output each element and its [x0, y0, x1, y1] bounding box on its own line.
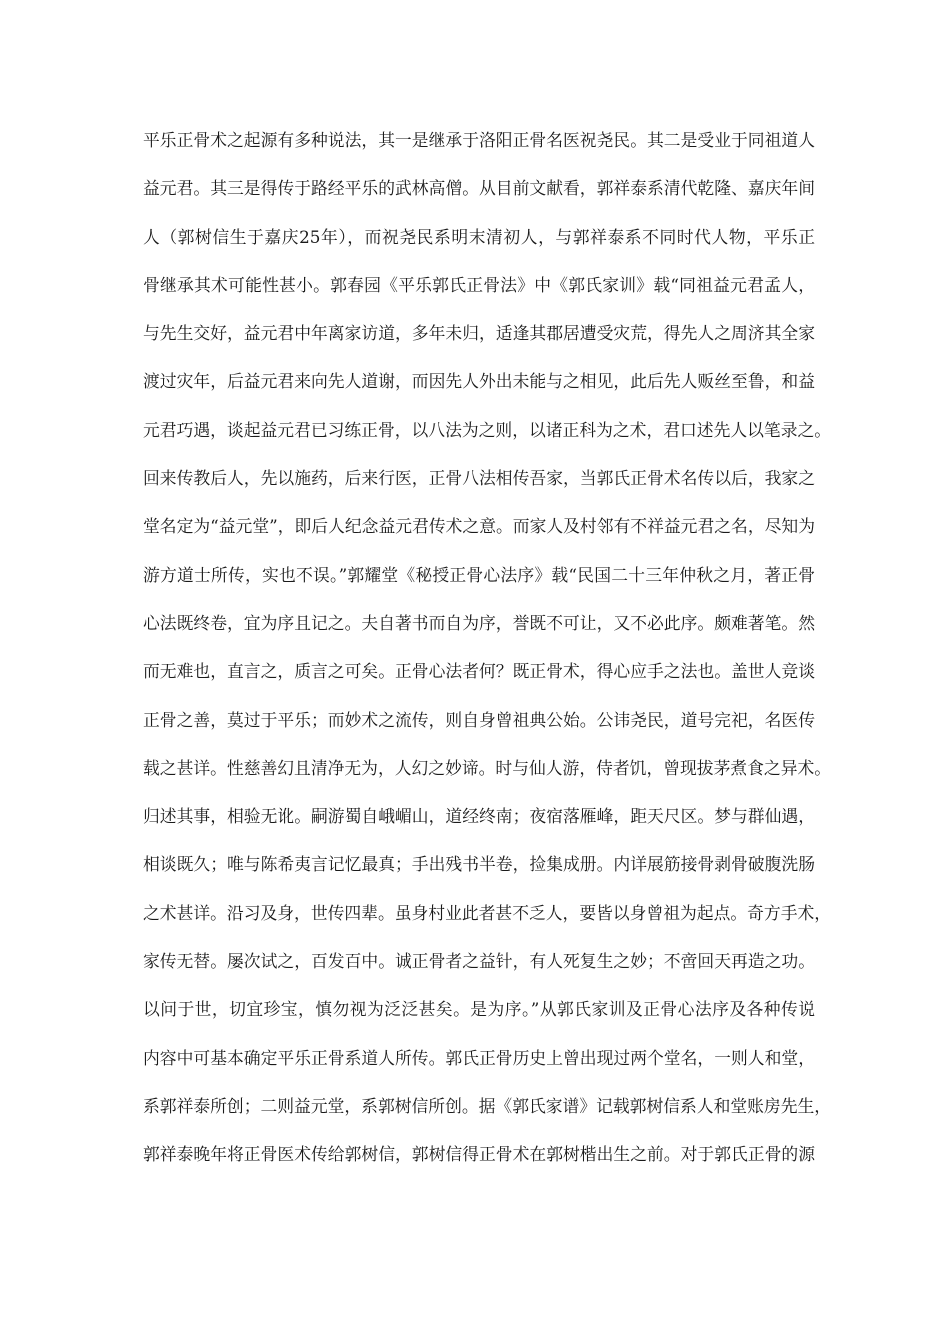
- text-line: 堂名定为“益元堂”，即后人纪念益元君传术之意。而家人及村邻有不祥益元君之名，尽知为: [143, 516, 815, 537]
- text-line: 之术甚详。沿习及身，世传四辈。虽身村业此者甚不乏人，要皆以身曾祖为起点。奇方手术，: [143, 902, 832, 923]
- text-line: 正骨之善，莫过于平乐；而妙术之流传，则自身曾祖典公始。公讳尧民，道号完祀，名医传: [143, 709, 815, 730]
- text-line: 系郭祥泰所创；二则益元堂，系郭树信所创。据《郭氏家谱》记载郭树信系人和堂账房先生，: [143, 1095, 832, 1116]
- text-line: 而无难也，直言之，质言之可矣。正骨心法者何？既正骨术，得心应手之法也。盖世人竞谈: [143, 661, 815, 682]
- text-line: 心法既终卷，宜为序且记之。夫自著书而自为序，誉既不可让，又不必此序。颇难著笔。然: [143, 612, 815, 633]
- text-line: 归述其事，相验无讹。嗣游蜀自峨嵋山，道经终南；夜宿落雁峰，距天尺区。梦与群仙遇，: [143, 806, 815, 827]
- text-line: 游方道士所传，实也不误。”郭耀堂《秘授正骨心法序》载“民国二十三年仲秋之月，著正骨: [143, 564, 815, 585]
- text-line: 郭祥泰晚年将正骨医术传给郭树信，郭树信得正骨术在郭树楷出生之前。对于郭氏正骨的源: [143, 1144, 815, 1165]
- text-line: 渡过灾年，后益元君来向先人道谢，而因先人外出未能与之相见，此后先人贩丝至鲁，和益: [143, 371, 815, 392]
- body-text: [143, 125, 832, 1188]
- text-line: 相谈既久；唯与陈希夷言记忆最真；手出残书半卷，捡集成册。内详展筋接骨剥骨破腹洗肠: [143, 854, 815, 875]
- text-line: 以问于世，切宜珍宝，慎勿视为泛泛甚矣。是为序。”从郭氏家训及正骨心法序及各种传说: [143, 999, 815, 1020]
- text-line: 家传无替。屡次试之，百发百中。诚正骨者之益针，有人死复生之妙；不啻回天再造之功。: [143, 951, 815, 972]
- text-line: 益元君。其三是得传于路经平乐的武林高僧。从目前文献看，郭祥泰系清代乾隆、嘉庆年间: [143, 178, 815, 199]
- text-line: 回来传教后人，先以施药，后来行医，正骨八法相传吾家，当郭氏正骨术名传以后，我家之: [143, 468, 815, 489]
- text-line: 载之甚详。性慈善幻且清净无为，人幻之妙谛。时与仙人游，侍者饥，曾现拔茅煮食之异术。: [143, 757, 832, 778]
- text-line: 人（郭树信生于嘉庆25年），而祝尧民系明末清初人，与郭祥泰系不同时代人物，平乐正: [143, 226, 815, 247]
- text-line: 骨继承其术可能性甚小。郭春园《平乐郭氏正骨法》中《郭氏家训》载“同祖益元君孟人，: [143, 274, 815, 295]
- text-line: 与先生交好，益元君中年离家访道，多年未归，适逢其郡居遭受灾荒，得先人之周济其全家: [143, 323, 815, 344]
- text-line: 内容中可基本确定平乐正骨系道人所传。郭氏正骨历史上曾出现过两个堂名，一则人和堂，: [143, 1047, 815, 1068]
- text-line: 元君巧遇，谈起益元君已习练正骨，以八法为之则，以诸正科为之术，君口述先人以笔录之。: [143, 419, 832, 440]
- text-line: 平乐正骨术之起源有多种说法，其一是继承于洛阳正骨名医祝尧民。其二是受业于同祖道人: [143, 130, 815, 150]
